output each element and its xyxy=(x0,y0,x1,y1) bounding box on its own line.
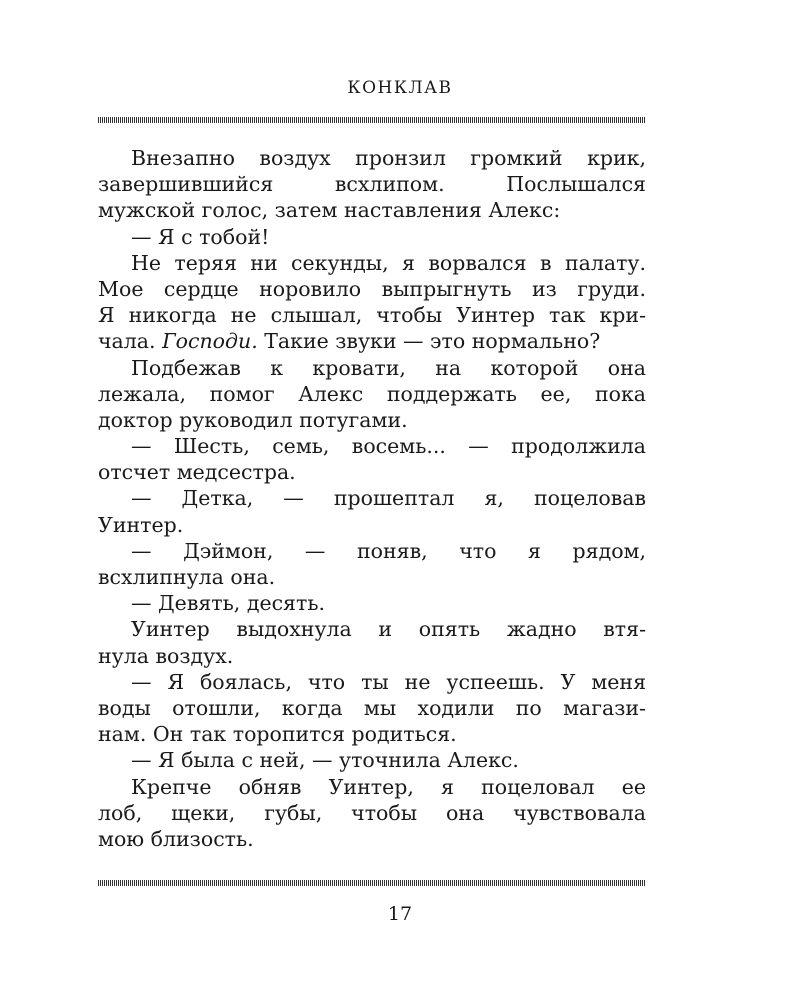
text-line: — Детка, — прошептал я, поцеловав xyxy=(131,486,646,511)
text-line: Я никогда не слышал, чтобы Уинтер так кри- xyxy=(98,303,646,328)
running-head: КОНКЛАВ xyxy=(347,78,453,98)
line-segment: чала. xyxy=(98,329,163,354)
text-line: Подбежав к кровати, на которой она xyxy=(131,355,646,380)
text-line: Уинтер выдохнула и опять жадно втя- xyxy=(131,617,646,642)
text-line: мою близость. xyxy=(98,826,254,851)
emphasis-text: Господи. xyxy=(162,329,258,354)
text-line: — Я с тобой! xyxy=(131,224,270,249)
text-line: лежала, помог Алекс поддержать ее, пока xyxy=(98,381,646,406)
text-line: Мое сердце норовило выпрыгнуть из груди. xyxy=(98,276,646,301)
header-rule xyxy=(98,117,646,123)
text-line: нам. Он так торопится родиться. xyxy=(98,722,457,747)
text-line: Внезапно воздух пронзил громкий крик, xyxy=(131,146,646,170)
page-number: 17 xyxy=(387,903,413,925)
text-line: нула воздух. xyxy=(98,643,234,668)
text-line: отсчет медсестра. xyxy=(98,460,296,485)
text-line xyxy=(98,328,646,354)
text-line: воды отошли, когда мы ходили по магази- xyxy=(98,695,646,720)
text-line: Уинтер. xyxy=(98,512,184,537)
text-line: — Я была с ней, — уточнила Алекс. xyxy=(131,748,519,773)
text-line: мужской голос, затем наставления Алекс: xyxy=(98,198,561,223)
text-line: лоб, щеки, губы, чтобы она чувствовала xyxy=(98,800,646,825)
text-line: всхлипнула она. xyxy=(98,565,276,589)
text-line: доктор руководил потугами. xyxy=(98,407,408,432)
text-line: — Я боялась, что ты не успеешь. У меня xyxy=(131,669,646,694)
body-text xyxy=(98,145,646,852)
text-line: — Девять, десять. xyxy=(131,591,326,616)
line-segment: Такие звуки — это нормально? xyxy=(257,329,601,354)
text-line: — Дэймон, — поняв, что я рядом, xyxy=(131,538,646,563)
footer-rule xyxy=(98,880,646,886)
text-line: Крепче обняв Уинтер, я поцеловал ее xyxy=(131,774,646,799)
text-line: завершившийся всхлипом. Послышался xyxy=(98,172,646,197)
text-line: Не теряя ни секунды, я ворвался в палату. xyxy=(131,250,646,275)
text-line: — Шесть, семь, восемь... — продолжила xyxy=(131,434,646,459)
